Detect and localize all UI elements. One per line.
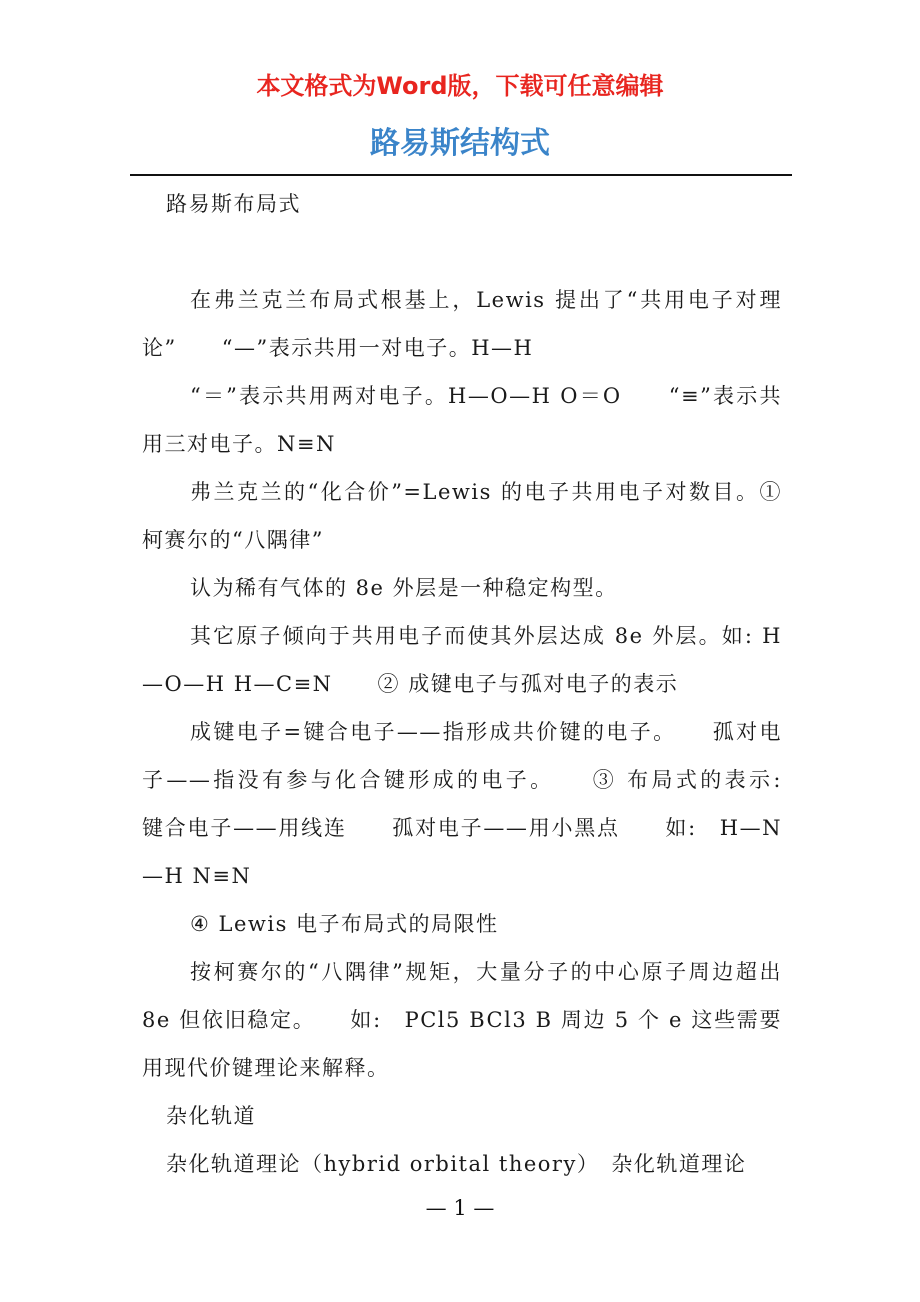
paragraph-double-triple-bonds: “＝”表示共用两对电子。H—O—H O＝O “≡”表示共用三对电子。N≡N [142, 384, 782, 456]
paragraph-noble-gas: 认为稀有气体的 8e 外层是一种稳定构型。 [190, 576, 618, 600]
paragraph-limitations-heading: ④ Lewis 电子布局式的局限性 [190, 912, 499, 936]
document-title: 路易斯结构式 [370, 126, 550, 161]
paragraph-octet-tendency: 其它原子倾向于共用电子而使其外层达成 8e 外层。如: H—O—H H—C≡N ② 成键电子与孤对电子的表示 [142, 624, 782, 696]
section-heading-hybrid-orbital: 杂化轨道 [166, 1104, 256, 1128]
paragraph-hybrid-orbital-theory: 杂化轨道理论（hybrid orbital theory） 杂化轨道理论 [166, 1152, 747, 1176]
page-number: — 1 — [425, 1196, 495, 1220]
blank-line [142, 228, 782, 276]
paragraph-bonding-electrons: 成键电子=键合电子——指形成共价键的电子。 孤对电子——指没有参与化合键形成的电子。 ③ 布局式的表示: 键合电子——用线连 孤对电子——用小黑点 如: H—N—H N≡N [142, 720, 827, 888]
paragraph-valence: 弗兰克兰的“化合价”=Lewis 的电子共用电子对数目。① 柯赛尔的“八隅律” [142, 480, 782, 552]
paragraph-limitations: 按柯赛尔的“八隅律”规矩，大量分子的中心原子周边超出 8e 但依旧稳定。 如: PCl5 BCl3 B 周边 5 个 e 这些需要用现代价键理论来解释。 [142, 960, 782, 1080]
section-heading-lewis-structure: 路易斯布局式 [166, 192, 301, 216]
document-body [142, 180, 827, 1188]
header-divider [130, 174, 792, 176]
download-banner: 本文格式为Word版，下载可任意编辑 [256, 72, 664, 100]
paragraph-lewis-theory: 在弗兰克兰布局式根基上，Lewis 提出了“共用电子对理论” “—”表示共用一对电子。H—H [142, 288, 782, 360]
